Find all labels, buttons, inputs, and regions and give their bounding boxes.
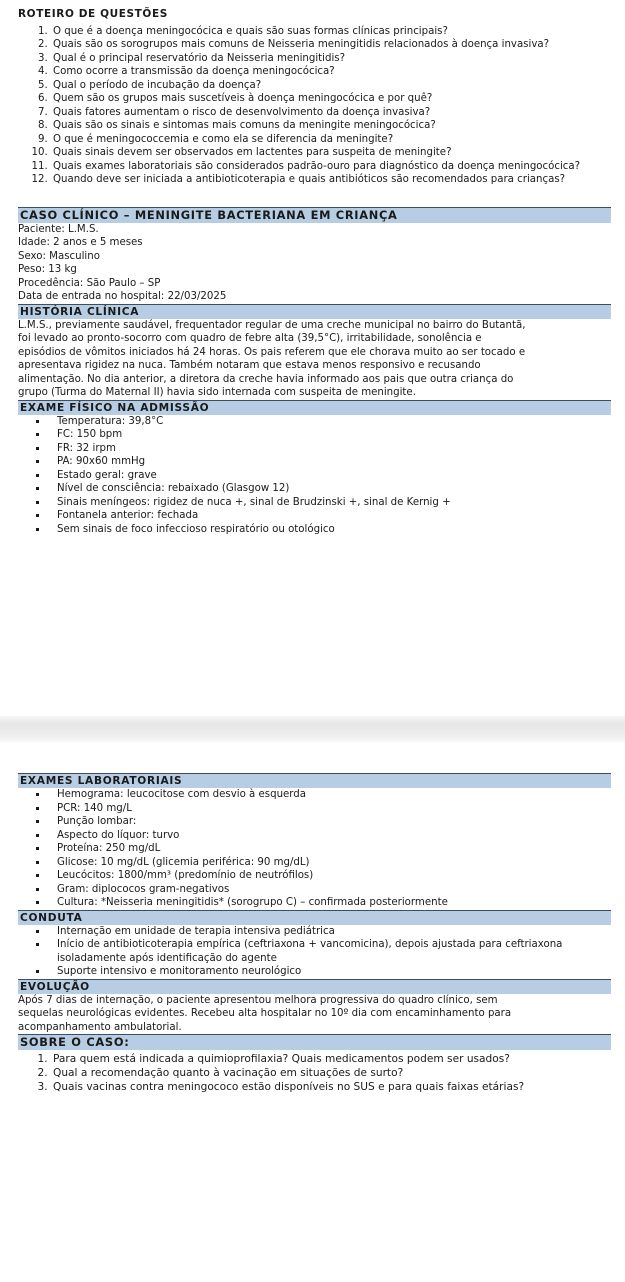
exame-item: FR: 32 irpm [36, 442, 611, 456]
evolucao-line: acompanhamento ambulatorial. [18, 1021, 182, 1033]
patient-age: Idade: 2 anos e 5 meses [18, 237, 143, 248]
exame-fisico-header: EXAME FÍSICO NA ADMISSÃO [18, 400, 611, 415]
exame-item: Sinais meníngeos: rigidez de nuca +, sinal de Brudzinski +, sinal de Kernig + [36, 496, 611, 510]
roteiro-question: 9. O que é meningococcemia e como ela se diferencia da meningite? [51, 133, 611, 147]
exame-item: PA: 90x60 mmHg [36, 455, 611, 469]
exame-item: FC: 150 bpm [36, 428, 611, 442]
roteiro-question: 1. O que é a doença meningocócica e quais são suas formas clínicas principais? [51, 25, 611, 39]
historia-clinica-text [18, 319, 611, 400]
lab-item: Hemograma: leucocitose com desvio à esquerda [36, 788, 611, 802]
sobre-question: 3. Quais vacinas contra meningococo estão disponíveis no SUS e para quais faixas etárias? [51, 1080, 611, 1094]
exames-laboratoriais-list [18, 788, 611, 910]
roteiro-question: 6. Quem são os grupos mais suscetíveis à doença meningocócica e por quê? [51, 92, 611, 106]
lab-item: Leucócitos: 1800/mm³ (predomínio de neutrófilos) [36, 869, 611, 883]
lab-item: Punção lombar: [36, 815, 611, 829]
sobre-question: 1. Para quem está indicada a quimioprofilaxia? Quais medicamentos podem ser usados? [51, 1052, 611, 1066]
roteiro-question-list [18, 25, 611, 187]
patient-weight: Peso: 13 kg [18, 264, 77, 275]
historia-line: L.M.S., previamente saudável, frequentador regular de uma creche municipal no bairro do Butantã, [18, 319, 526, 331]
page-2-content [18, 773, 611, 1094]
roteiro-question: 4. Como ocorre a transmissão da doença meningocócica? [51, 65, 611, 79]
evolucao-header: EVOLUÇÃO [18, 979, 611, 994]
evolucao-line: Após 7 dias de internação, o paciente apresentou melhora progressiva do quadro clínico, sem [18, 994, 498, 1006]
roteiro-question: 11. Quais exames laboratoriais são considerados padrão-ouro para diagnóstico da doença meningocócica? [51, 160, 611, 174]
roteiro-question: 10. Quais sinais devem ser observados em lactentes para suspeita de meningite? [51, 146, 611, 160]
conduta-item: Suporte intensivo e monitoramento neurológico [36, 965, 611, 979]
admission-date: Data de entrada no hospital: 22/03/2025 [18, 291, 227, 302]
historia-line: foi levado ao pronto-socorro com quadro de febre alta (39,5°C), irritabilidade, sonolência e [18, 333, 482, 344]
historia-line: episódios de vômitos iniciados há 24 horas. Os pais referem que ele chorava muito ao ser tocado e [18, 346, 526, 358]
lab-item: Cultura: *Neisseria meningitidis* (sorogrupo C) – confirmada posteriormente [36, 896, 611, 910]
exames-laboratoriais-header: EXAMES LABORATORIAIS [18, 773, 611, 788]
roteiro-question: 12. Quando deve ser iniciada a antibioticoterapia e quais antibióticos são recomendados para crianças? [51, 173, 611, 187]
conduta-item: Internação em unidade de terapia intensiva pediátrica [36, 925, 611, 939]
sobre-o-caso-header: SOBRE O CASO: [18, 1034, 611, 1050]
historia-line: alimentação. No dia anterior, a diretora da creche havia informado aos pais que outra criança do [18, 373, 514, 385]
roteiro-title: ROTEIRO DE QUESTÕES [18, 8, 168, 20]
lab-item: Proteína: 250 mg/dL [36, 842, 611, 856]
lab-item: Gram: diplococos gram-negativos [36, 883, 611, 897]
conduta-header: CONDUTA [18, 910, 611, 925]
lab-item: PCR: 140 mg/L [36, 802, 611, 816]
exame-fisico-list [18, 415, 611, 537]
exame-item: Nível de consciência: rebaixado (Glasgow 12) [36, 482, 611, 496]
patient-name: Paciente: L.M.S. [18, 223, 99, 235]
historia-line: apresentava rigidez na nuca. Também notaram que estava menos responsivo e recusando [18, 360, 481, 371]
sobre-question: 2. Qual a recomendação quanto à vacinação em situações de surto? [51, 1066, 611, 1080]
evolucao-line: sequelas neurológicas evidentes. Recebeu alta hospitalar no 10º dia com encaminhamento para [18, 1008, 512, 1019]
sobre-question-list [18, 1052, 611, 1094]
evolucao-text [18, 994, 611, 1035]
historia-line: grupo (Turma do Maternal II) havia sido internada com suspeita de meningite. [18, 387, 416, 398]
caso-clinico-header: CASO CLÍNICO – MENINGITE BACTERIANA EM CRIANÇA [18, 207, 611, 223]
sobre-o-caso-block [18, 1052, 611, 1094]
roteiro-question: 2. Quais são os sorogrupos mais comuns de Neisseria meningitidis relacionados à doença invasiva? [51, 38, 611, 52]
exame-item: Fontanela anterior: fechada [36, 509, 611, 523]
lab-item: Glicose: 10 mg/dL (glicemia periférica: 90 mg/dL) [36, 856, 611, 870]
historia-clinica-header: HISTÓRIA CLÍNICA [18, 304, 611, 319]
conduta-list [18, 925, 611, 979]
patient-origin: Procedência: São Paulo – SP [18, 277, 161, 289]
page-separator [0, 716, 625, 742]
page-1-content [18, 8, 611, 536]
roteiro-question: 3. Qual é o principal reservatório da Neisseria meningitidis? [51, 52, 611, 66]
document-page-2 [0, 742, 625, 1282]
roteiro-question: 5. Qual o período de incubação da doença? [51, 79, 611, 93]
exame-item: Sem sinais de foco infeccioso respiratório ou otológico [36, 523, 611, 537]
exame-item: Temperatura: 39,8°C [36, 415, 611, 429]
patient-sex: Sexo: Masculino [18, 250, 100, 262]
roteiro-question: 8. Quais são os sinais e sintomas mais comuns da meningite meningocócica? [51, 119, 611, 133]
exame-item: Estado geral: grave [36, 469, 611, 483]
conduta-item: Início de antibioticoterapia empírica (ceftriaxona + vancomicina), depois ajustada para ceftriaxona isoladamente após identificação do agente [36, 938, 611, 965]
lab-item: Aspecto do líquor: turvo [36, 829, 611, 843]
roteiro-question: 7. Quais fatores aumentam o risco de desenvolvimento da doença invasiva? [51, 106, 611, 120]
